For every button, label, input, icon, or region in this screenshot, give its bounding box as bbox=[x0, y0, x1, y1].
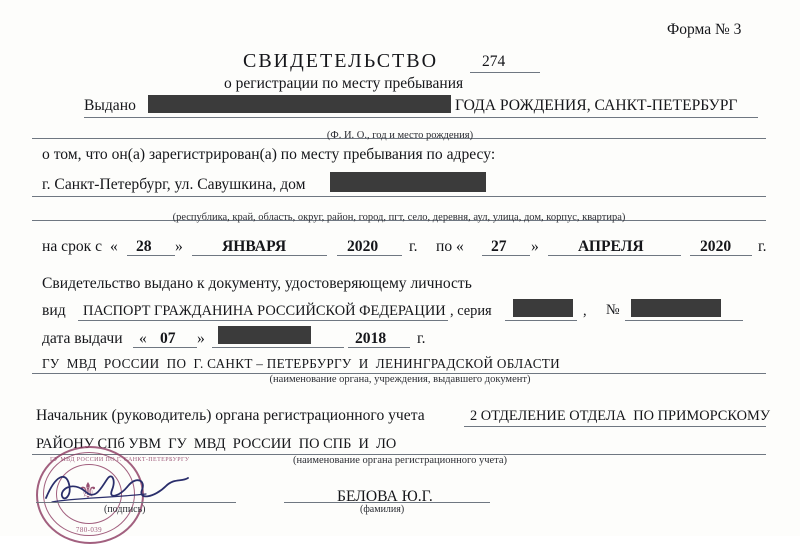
signer-surname: БЕЛОВА Ю.Г. bbox=[337, 488, 433, 505]
caption-fio: (Ф. И. О., год и место рождения) bbox=[326, 130, 474, 141]
redaction-passport-number bbox=[631, 299, 721, 317]
identity-number-label: № bbox=[606, 302, 620, 318]
caption-address: (республика, край, область, округ, район, город, пгт, село, деревня, аул, улица, дом, корпус, квартира) bbox=[172, 212, 626, 223]
head-value-line2: РАЙОНУ СПб УВМ ГУ МВД РОССИИ ПО СПБ И ЛО bbox=[36, 436, 397, 452]
term-year-to-rule bbox=[690, 255, 752, 256]
certificate-number-rule bbox=[470, 72, 540, 73]
form-number-label: Форма № 3 bbox=[667, 21, 742, 38]
term-month-from: ЯНВАРЯ bbox=[222, 238, 287, 255]
address-line: г. Санкт-Петербург, ул. Савушкина, дом bbox=[42, 176, 306, 193]
identity-series-rule bbox=[505, 320, 577, 321]
certificate-number: 274 bbox=[482, 53, 506, 70]
term-from-quote-close: » bbox=[175, 238, 183, 255]
term-month-to: АПРЕЛЯ bbox=[578, 238, 644, 255]
document-title: СВИДЕТЕЛЬСТВО bbox=[243, 50, 439, 72]
stamp-top-text: ГУ МВД РОССИИ ПО Г. САНКТ-ПЕТЕРБУРГУ bbox=[50, 457, 190, 463]
address-rule bbox=[32, 196, 766, 197]
term-to-g: г. bbox=[758, 238, 767, 255]
issued-to-label: Выдано bbox=[84, 97, 136, 114]
issue-day-quote-open: « bbox=[139, 330, 147, 347]
redaction-issue-month bbox=[218, 326, 311, 344]
term-day-to-rule bbox=[482, 255, 530, 256]
coat-of-arms-icon: ⚜ bbox=[78, 478, 98, 503]
term-day-to: 27 bbox=[491, 238, 507, 255]
issued-to-suffix: ГОДА РОЖДЕНИЯ, САНКТ-ПЕТЕРБУРГ bbox=[455, 97, 738, 114]
issue-g: г. bbox=[417, 330, 426, 347]
identity-number-comma: , bbox=[583, 303, 587, 319]
issue-day-rule bbox=[133, 347, 197, 348]
registered-statement: о том, что он(а) зарегистрирован(а) по месту пребывания по адресу: bbox=[42, 146, 496, 163]
issuing-authority: ГУ МВД РОССИИ ПО Г. САНКТ – ПЕТЕРБУРГУ И ЛЕНИНГРАДСКОЙ ОБЛАСТИ bbox=[42, 356, 560, 371]
redaction-address bbox=[330, 172, 486, 192]
caption-head: (наименование органа регистрационного учета) bbox=[292, 455, 508, 466]
term-year-from: 2020 bbox=[347, 238, 379, 255]
identity-intro: Свидетельство выдано к документу, удостоверяющему личность bbox=[42, 275, 472, 292]
identity-number-rule bbox=[625, 320, 743, 321]
caption-issuing-authority: (наименование органа, учреждения, выдавшего документ) bbox=[269, 374, 531, 385]
issued-to-rule bbox=[84, 117, 758, 118]
identity-type-rule bbox=[78, 320, 448, 321]
redaction-passport-series bbox=[513, 299, 573, 317]
term-year-to: 2020 bbox=[700, 238, 732, 255]
issue-year: 2018 bbox=[355, 330, 387, 347]
term-month-to-rule bbox=[548, 255, 681, 256]
term-from-g: г. bbox=[409, 238, 418, 255]
issue-year-rule bbox=[348, 347, 410, 348]
document-subtitle: о регистрации по месту пребывания bbox=[224, 75, 464, 92]
issue-day-quote-close: » bbox=[197, 330, 205, 347]
redaction-fio bbox=[148, 95, 451, 113]
identity-series-label: , серия bbox=[450, 303, 492, 319]
stamp-bottom-text: 780-039 bbox=[75, 526, 103, 534]
term-month-from-rule bbox=[192, 255, 327, 256]
head-value-line1: 2 ОТДЕЛЕНИЕ ОТДЕЛА ПО ПРИМОРСКОМУ bbox=[470, 408, 771, 424]
signature-rule bbox=[36, 502, 236, 503]
term-po-label: по « bbox=[436, 238, 464, 255]
term-to-quote-close: » bbox=[531, 238, 539, 255]
head-value-rule-1 bbox=[464, 426, 766, 427]
term-from-quote-open: « bbox=[110, 238, 118, 255]
issue-month-rule bbox=[212, 347, 344, 348]
caption-signature: (подпись) bbox=[104, 504, 146, 515]
issue-date-label: дата выдачи bbox=[42, 330, 123, 347]
identity-type-value: ПАСПОРТ ГРАЖДАНИНА РОССИЙСКОЙ ФЕДЕРАЦИИ bbox=[83, 303, 446, 319]
term-year-from-rule bbox=[337, 255, 402, 256]
term-day-from-rule bbox=[127, 255, 175, 256]
issue-day: 07 bbox=[160, 330, 176, 347]
term-prefix: на срок с bbox=[42, 238, 103, 255]
caption-surname: (фамилия) bbox=[360, 504, 405, 515]
surname-rule bbox=[284, 502, 490, 503]
identity-type-label: вид bbox=[42, 302, 66, 319]
head-label: Начальник (руководитель) органа регистрационного учета bbox=[36, 407, 425, 424]
term-day-from: 28 bbox=[136, 238, 152, 255]
